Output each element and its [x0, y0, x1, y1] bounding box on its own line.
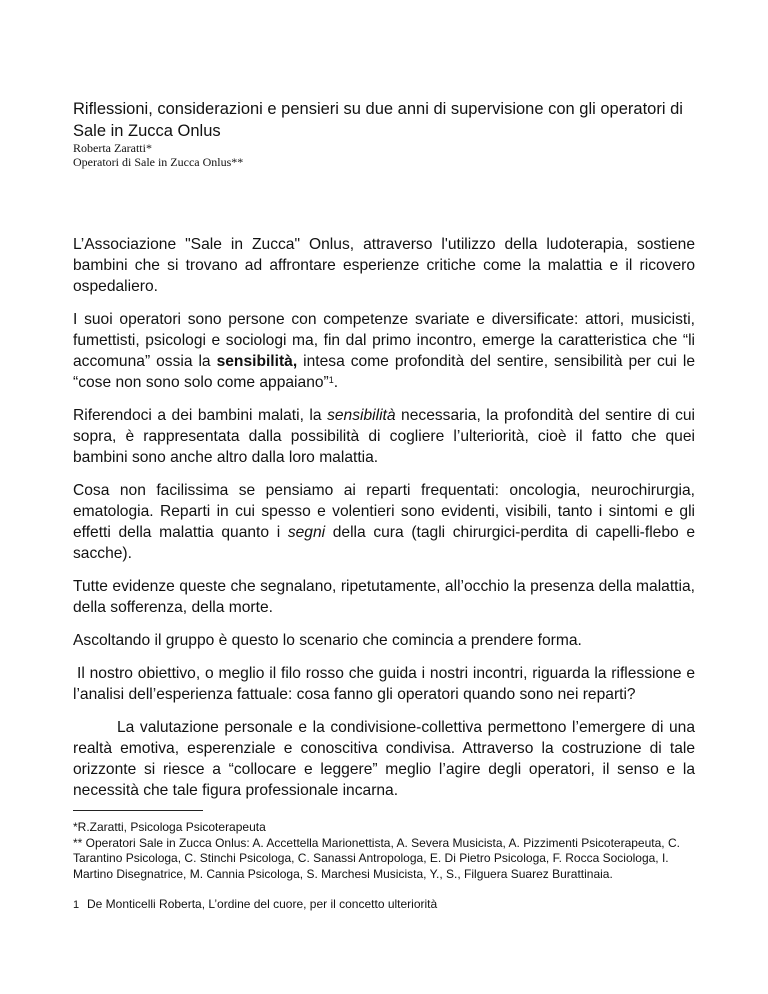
footnote-author: *R.Zaratti, Psicologa Psicoterapeuta — [73, 820, 266, 834]
paragraph-2-text-a: I suoi operatori sono persone con competenze svariate e diversificate: attori, musicisti, fumettisti, psicologi e sociologi ma, fin dal primo incontro, emerge la caratteristica che “li accomuna” ossia la — [73, 311, 695, 370]
body-text — [73, 234, 695, 813]
author-group: Operatori di Sale in Zucca Onlus** — [73, 155, 244, 169]
paragraph-2-text-d: . — [333, 374, 339, 391]
paragraph-5: Tutte evidenze queste che segnalano, ripetutamente, all’occhio la presenza della malattia, della sofferenza, della morte. — [73, 578, 695, 616]
paragraph-4-text-a: Cosa non facilissima se pensiamo ai reparti frequentati: oncologia, neurochirurgia, ematologia. Reparti in cui spesso e volentieri sono evidenti, visibili, tanto i sintomi e gli effetti della malattia quanto i — [73, 482, 695, 541]
paragraph-4 — [73, 480, 695, 564]
paragraph-2 — [73, 309, 695, 393]
paragraph-3-text-a: Riferendoci a dei bambini malati, la — [73, 407, 328, 424]
document-title: Riflessioni, considerazioni e pensieri su due anni di supervisione con gli operatori di Sale in Zucca Onlus — [73, 100, 683, 140]
footnote-1 — [73, 897, 703, 914]
paragraph-4-italic: segni — [287, 524, 326, 541]
footnote-separator — [73, 810, 203, 811]
footnotes — [73, 820, 703, 914]
footnote-1-text: De Monticelli Roberta, L’ordine del cuore, per il concetto ulteriorità — [87, 897, 438, 911]
footnote-1-mark: 1 — [73, 899, 80, 911]
paragraph-4-text-c: della cura (tagli chirurgici-perdita di capelli-flebo e sacche). — [73, 524, 695, 562]
paragraph-3 — [73, 405, 695, 468]
paragraph-3-italic: sensibilità — [327, 407, 396, 424]
footnote-ref-1[interactable]: 1 — [328, 375, 334, 385]
paragraph-8: La valutazione personale e la condivisione-collettiva permettono l’emergere di una realtà emotiva, esperenziale e conoscitiva condivisa. Attraverso la costruzione di tale orizzonte si riesce a “collocare e leggere” meglio l’agire degli operatori, il senso e la necessità che tale figura professionale incarna. — [73, 719, 695, 799]
paragraph-6: Ascoltando il gruppo è questo lo scenario che comincia a prendere forma. — [73, 632, 582, 649]
paragraph-3-text-c: necessaria, la profondità del sentire di cui sopra, è rappresentata dalla possibilità di cogliere l’ulteriorità, cioè il fatto che quei bambini sono anche altro dalla loro malattia. — [73, 407, 695, 466]
paragraph-1: L’Associazione "Sale in Zucca" Onlus, attraverso l'utilizzo della ludoterapia, sostiene bambini che si trovano ad affrontare esperienze critiche come la malattia e il ricovero ospedaliero. — [73, 236, 695, 295]
paragraph-2-text-c: intesa come profondità del sentire, sensibilità per cui le “cose non sono solo come appaiano” — [73, 353, 695, 391]
paragraph-7: Il nostro obiettivo, o meglio il filo rosso che guida i nostri incontri, riguarda la riflessione e l’analisi dell’esperienza fattuale: cosa fanno gli operatori quando sono nei reparti? — [73, 665, 695, 703]
author-primary: Roberta Zaratti* — [73, 141, 152, 155]
footnote-operators: ** Operatori Sale in Zucca Onlus: A. Accettella Marionettista, A. Severa Musicista, A. Pizzimenti Psicoterapeuta, C. Tarantino Psicologa, C. Stinchi Psicologa, C. Sanassi Antropologa, E. Di Pietro Psicologa, F. Rocca Sociologa, I. Martino Disegnatrice, M. Cannia Psicologa, S. Marchesi Musicista, Y., S., Filguera Suarez Burattinaia. — [73, 835, 680, 881]
paragraph-2-bold: sensibilità, — [216, 353, 298, 370]
author-block — [73, 141, 473, 169]
